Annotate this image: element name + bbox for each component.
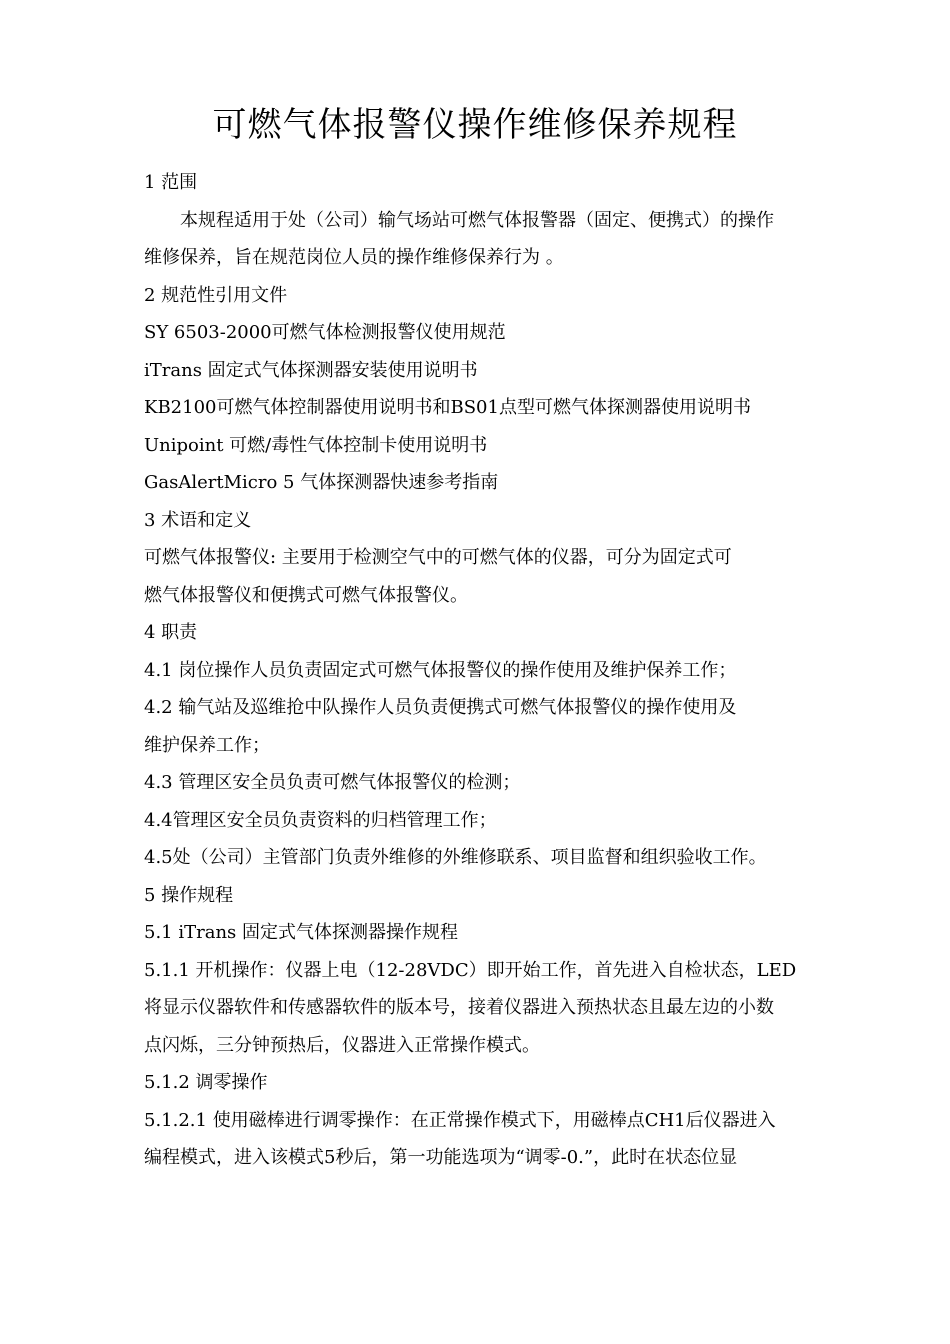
paragraph-line: 点闪烁，三分钟预热后，仪器进入正常操作模式。	[144, 1034, 540, 1056]
paragraph-line: 4.2 输气站及巡维抢中队操作人员负责便携式可燃气体报警仪的操作使用及	[144, 697, 737, 718]
section-heading-terms: 3 术语和定义	[144, 509, 252, 531]
section-heading-responsibilities: 4 职责	[144, 622, 198, 643]
reference-item: Unipoint 可燃/毒性气体控制卡使用说明书	[144, 434, 488, 456]
subsection-heading: 5.1.2 调零操作	[144, 1072, 268, 1093]
reference-item: KB2100可燃气体控制器使用说明书和BS01点型可燃气体探测器使用说明书	[144, 397, 751, 418]
subsection-heading: 5.1 iTrans 固定式气体探测器操作规程	[144, 922, 458, 943]
reference-item: GasAlertMicro 5 气体探测器快速参考指南	[144, 472, 499, 493]
paragraph-line: 5.1.1 开机操作：仪器上电（12-28VDC）即开始工作，首先进入自检状态，LED	[144, 959, 797, 981]
paragraph-line: 可燃气体报警仪: 主要用于检测空气中的可燃气体的仪器，可分为固定式可	[144, 547, 732, 568]
paragraph-line: 本规程适用于处（公司）输气场站可燃气体报警器（固定、便携式）的操作	[180, 209, 774, 231]
paragraph-line: 燃气体报警仪和便携式可燃气体报警仪。	[144, 584, 468, 606]
paragraph-line: 4.3 管理区安全员负责可燃气体报警仪的检测；	[144, 772, 521, 793]
paragraph-line: 4.5处（公司）主管部门负责外维修的外维修联系、项目监督和组织验收工作。	[144, 847, 767, 868]
reference-item: iTrans 固定式气体探测器安装使用说明书	[144, 359, 478, 381]
section-heading-references: 2 规范性引用文件	[144, 284, 288, 306]
document-body	[144, 164, 824, 1177]
section-heading-scope: 1 范围	[144, 172, 198, 193]
paragraph-line: 维护保养工作；	[144, 734, 270, 756]
paragraph-line: 维修保养，旨在规范岗位人员的操作维修保养行为 。	[144, 247, 564, 268]
paragraph-line: 编程模式，进入该模式5秒后，第一功能选项为“调零-0.”，此时在状态位显	[144, 1147, 738, 1168]
document-title: 可燃气体报警仪操作维修保养规程	[212, 105, 738, 145]
paragraph-line: 5.1.2.1 使用磁棒进行调零操作：在正常操作模式下，用磁棒点CH1后仪器进入	[144, 1109, 776, 1131]
section-heading-procedures: 5 操作规程	[144, 884, 234, 906]
paragraph-line: 4.1 岗位操作人员负责固定式可燃气体报警仪的操作使用及维护保养工作；	[144, 659, 737, 681]
paragraph-line: 将显示仪器软件和传感器软件的版本号，接着仪器进入预热状态且最左边的小数	[144, 997, 774, 1018]
reference-item: SY 6503-2000可燃气体检测报警仪使用规范	[144, 322, 506, 343]
paragraph-line: 4.4管理区安全员负责资料的归档管理工作；	[144, 809, 497, 831]
